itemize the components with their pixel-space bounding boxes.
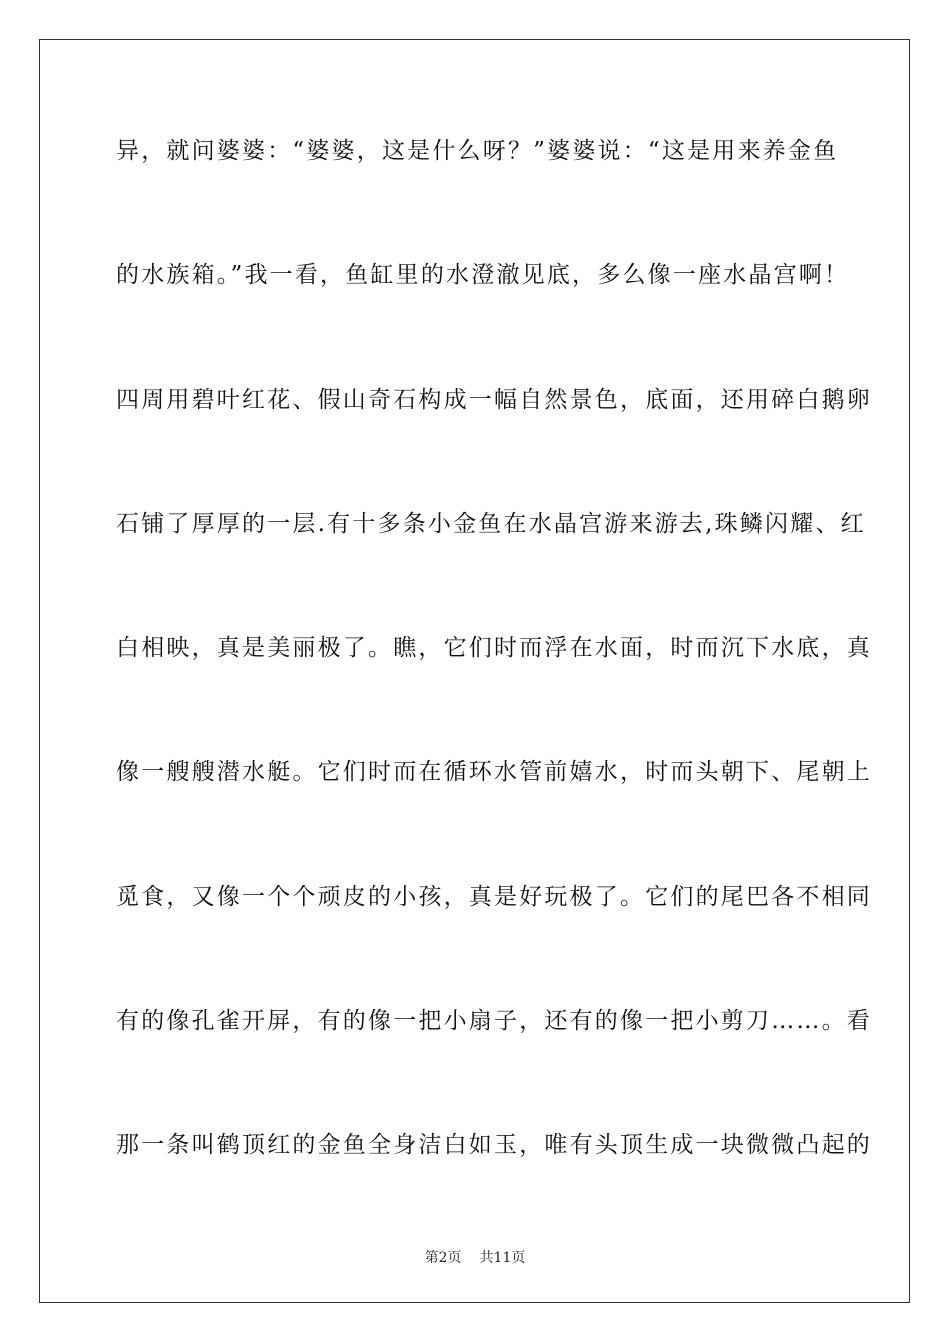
text-line-5: 白相映，真是美丽极了。瞧，它们时而浮在水面，时而沉下水底，真 (116, 635, 872, 662)
body-text (116, 131, 872, 1250)
text-line-6: 像一艘艘潜水艇。它们时而在循环水管前嬉水，时而头朝下、尾朝上 (116, 759, 872, 786)
text-line-3: 四周用碧叶红花、假山奇石构成一幅自然景色，底面，还用碎白鹅卵 (116, 386, 872, 413)
text-line-1: 异，就问婆婆：“婆婆，这是什么呀？”婆婆说：“这是用来养金鱼 (116, 138, 839, 164)
page-footer (0, 1247, 950, 1267)
text-line-8: 有的像孔雀开屏，有的像一把小扇子，还有的像一把小剪刀……。看 (116, 1008, 872, 1035)
text-line-7: 觅食，又像一个个顽皮的小孩，真是好玩极了。它们的尾巴各不相同 (116, 883, 872, 910)
page-number: 第2页 (424, 1250, 462, 1266)
text-line-9: 那一条叫鹤顶红的金鱼全身洁白如玉，唯有头顶生成一块微微凸起的 (116, 1132, 872, 1159)
text-line-4: 石铺了厚厚的一层.有十多条小金鱼在水晶宫游来游去,珠鳞闪耀、红 (116, 510, 866, 537)
page-total: 共11页 (479, 1250, 526, 1266)
text-line-2: 的水族箱。”我一看，鱼缸里的水澄澈见底，多么像一座水晶宫啊！ (116, 262, 850, 289)
